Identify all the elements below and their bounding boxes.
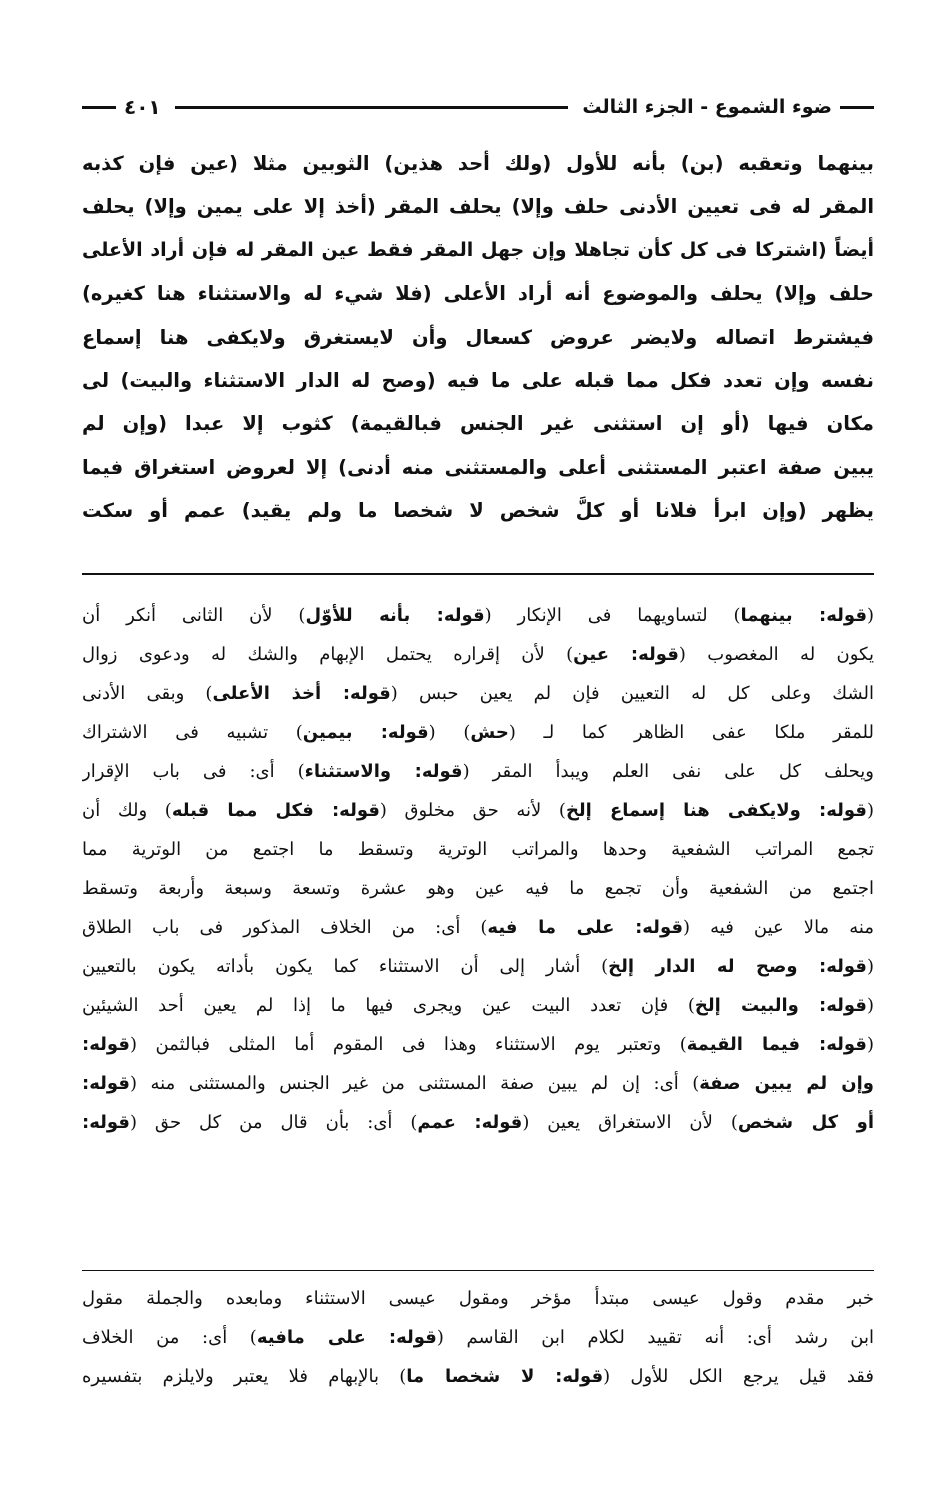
lemma-heading: قوله: بينهما [740, 605, 867, 626]
main-text-line: مكان فيها (أو إن استثنى غير الجنس فبالقيمة) كثوب إلا عبدا (وإن لم [82, 412, 874, 436]
commentary-segment: ) أى: من الخلاف [82, 1327, 257, 1348]
commentary-line [82, 713, 874, 752]
lemma-heading: أو كل شخص [737, 1112, 874, 1133]
lemma-heading: قوله: عين [573, 644, 679, 665]
header-dash-left [82, 106, 116, 109]
main-text-line: فيشترط اتصاله ولايضر عروض كسعال وأن لايستغرق ولايكفى هنا إسماع [82, 325, 874, 349]
commentary-segment: اجتمع من الشفعية وأن تجمع ما فيه عين وهو عشرة وتسعة وسبعة وأربعة وتسقط [82, 878, 874, 899]
commentary-segment: للمقر ملكا عفى الظاهر كما لـ ( [508, 722, 874, 743]
commentary-line [82, 635, 874, 674]
main-text-line: يبين صفة اعتبر المستثنى أعلى والمستثنى منه أدنى) إلا لعروض استغراق فيما [82, 455, 874, 479]
commentary-segment: ) بالإبهام فلا يعتبر ولايلزم بتفسيره [82, 1366, 407, 1387]
commentary-segment: ويحلف كل على نفى العلم ويبدأ المقر ( [462, 761, 874, 782]
commentary-line [82, 674, 874, 713]
lemma-heading: قوله: فيما القيمة [686, 1034, 867, 1055]
commentary-segment: خبر مقدم وقول عيسى مبتدأ مؤخر ومقول عيسى الاستثناء ومابعده والجملة مقول [82, 1288, 874, 1309]
footnote-line [82, 1279, 874, 1318]
commentary-segment: تجمع المراتب الشفعية وحدها والمراتب الوترية وتسقط ما اجتمع من الوترية مما [82, 839, 874, 860]
commentary-segment: ) لأن إقراره يحتمل الإبهام والشك له ودعوى زوال [82, 644, 574, 665]
commentary-segment: ) وتعتبر يوم الاستثناء وهذا فى المقوم أما المثلى فبالثمن ( [129, 1034, 687, 1055]
lemma-heading: قوله: وصح له الدار إلخ [608, 956, 867, 977]
commentary-segment: ) أى: إن لم يبين صفة المستثنى من غير الجنس والمستثنى منه ( [129, 1073, 700, 1094]
running-header [82, 92, 874, 122]
commentary-line [82, 596, 874, 635]
commentary-segment: ) وبقى الأدنى [82, 683, 213, 704]
commentary-line [82, 986, 874, 1025]
main-text-line: بينهما وتعقبه (بن) بأنه للأول (ولك أحد هذين) الثوبين مثلا (عين فإن كذبه [82, 152, 874, 175]
commentary-segment: ) لتساويهما فى الإنكار ( [484, 605, 741, 626]
commentary-line [82, 1103, 874, 1142]
commentary-segment: ( [866, 800, 874, 821]
footnote-line [82, 1318, 874, 1357]
commentary-segment: ) فإن تعدد البيت عين ويجرى فيها ما إذا لم يعين أحد الشيئين [82, 995, 695, 1016]
commentary-segment: ( [866, 956, 874, 977]
section-divider [82, 573, 874, 575]
commentary-line [82, 1064, 874, 1103]
commentary-segment: ) لأنه حق مخلوق ( [379, 800, 566, 821]
commentary-line [82, 908, 874, 947]
commentary-segment: ) أى: من الخلاف المذكور فى باب الطلاق [82, 917, 488, 938]
lemma-heading: قوله: بيمين [302, 722, 429, 743]
commentary-segment: ) أشار إلى أن الاستثناء كما يكون بأداته يكون بالتعيين [82, 956, 609, 977]
commentary-segment: ( [866, 605, 874, 626]
page-number: ٤٠١ [124, 95, 161, 119]
main-text-line: أيضاً (اشتركا فى كل كأن تجاهلا وإن جهل المقر فقط عين المقر له فإن أراد الأعلى [82, 238, 874, 261]
lemma-heading: قوله: [82, 1034, 130, 1055]
commentary-line [82, 752, 874, 791]
lemma-heading: وإن لم يبين صفة [699, 1073, 874, 1094]
header-rule [175, 106, 569, 109]
lemma-heading: قوله: [82, 1073, 130, 1094]
commentary-segment: فقد قيل يرجع الكل للأول ( [603, 1366, 874, 1387]
main-text-line: نفسه وإن تعدد فكل مما قبله على ما فيه (وصح له الدار الاستثناء والبيت) لى [82, 369, 874, 393]
footnote-divider [82, 1270, 874, 1271]
commentary-segment: ) لأن الثانى أنكر أن [82, 605, 306, 626]
lemma-heading: قوله: والبيت إلخ [694, 995, 867, 1016]
commentary-line [82, 1025, 874, 1064]
commentary-segment: ) ( [428, 722, 471, 743]
lemma-heading: قوله: فكل مما قبله [171, 800, 380, 821]
lemma-heading: قوله: على مافيه [256, 1327, 437, 1348]
commentary-line [82, 869, 874, 908]
commentary-segment: منه مالا عين فيه ( [683, 917, 874, 938]
lemma-heading: قوله: على ما فيه [487, 917, 684, 938]
lemma-heading: قوله: بأنه للأوّل [305, 605, 485, 626]
header-dash-right [840, 106, 874, 109]
commentary-segment: الشك وعلى كل له التعيين فإن لم يعين حبس ( [390, 683, 874, 704]
main-text [82, 142, 874, 533]
main-text-line: المقر له فى تعيين الأدنى حلف وإلا) يحلف المقر (أخذ إلا على يمين وإلا) يحلف [82, 195, 874, 219]
commentary-segment: يكون له المغصوب ( [678, 644, 874, 665]
commentary-line [82, 830, 874, 869]
commentary-segment: ( [866, 1034, 874, 1055]
footnote-line [82, 1357, 874, 1396]
lemma-heading: قوله: عمم [417, 1112, 523, 1133]
footnote-text [82, 1279, 874, 1396]
commentary-text [82, 596, 874, 1142]
commentary-segment: ) لأن الاستغراق يعين ( [522, 1112, 738, 1133]
main-text-line: حلف وإلا) يحلف والموضوع أنه أراد الأعلى (فلا شيء له والاستثناء هنا كغيره) [82, 282, 874, 306]
lemma-heading: قوله: [82, 1112, 130, 1133]
commentary-segment: ) ولك أن [82, 800, 172, 821]
lemma-heading: قوله: ولايكفى هنا إسماع إلخ [565, 800, 867, 821]
main-text-line: يظهر (وإن ابرأ فلانا أو كلَّ شخص لا شخصا ما ولم يقيد) عمم أو سكت [82, 499, 874, 523]
commentary-line [82, 791, 874, 830]
lemma-heading: قوله: والاستثناء [304, 761, 463, 782]
lemma-heading: قوله: أخذ الأعلى [212, 683, 391, 704]
commentary-segment: ( [866, 995, 874, 1016]
lemma-heading: حش [470, 722, 509, 743]
lemma-heading: قوله: لا شخصا ما [406, 1366, 604, 1387]
commentary-segment: ابن رشد أى: أنه تقييد لكلام ابن القاسم ( [436, 1327, 874, 1348]
commentary-segment: ) أى: فى باب الإقرار [82, 761, 305, 782]
commentary-segment: ) تشبيه فى الاشتراك [82, 722, 303, 743]
commentary-line [82, 947, 874, 986]
commentary-segment: ) أى: بأن قال من كل حق ( [129, 1112, 418, 1133]
header-title: ضوء الشموع - الجزء الثالث [582, 96, 832, 118]
